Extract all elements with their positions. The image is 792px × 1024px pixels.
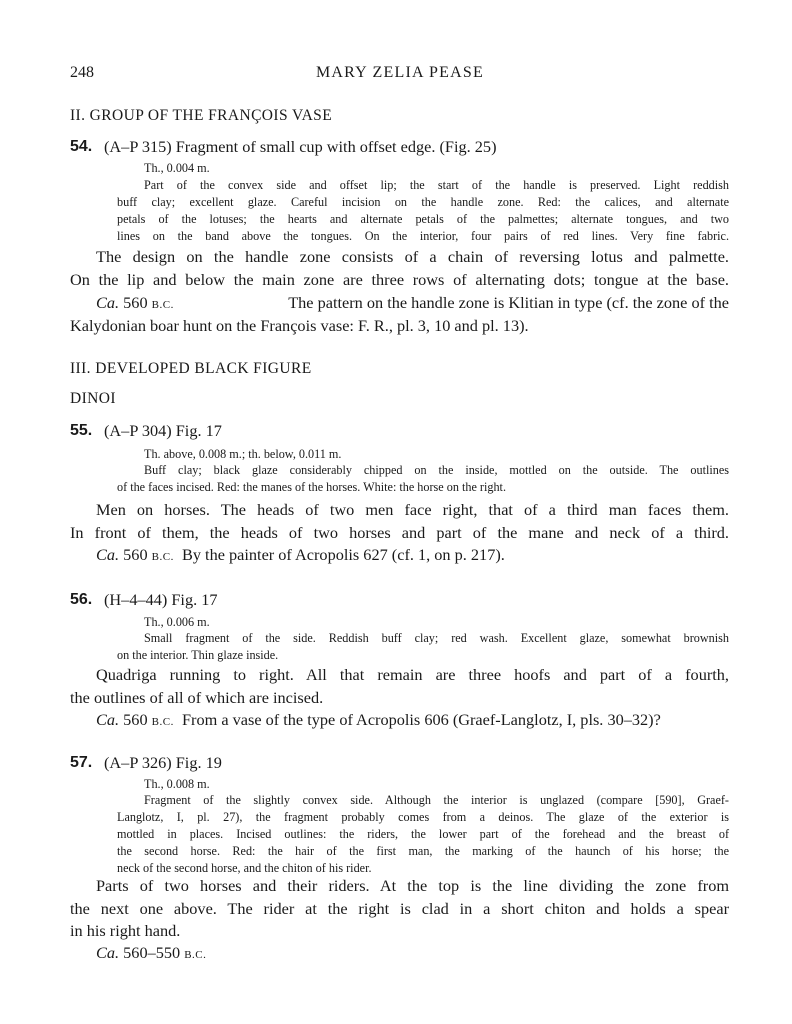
date-value: 560–550 bbox=[123, 943, 181, 962]
discussion-line: The pattern on the handle zone is Klitian in type (cf. the zone of the bbox=[288, 293, 729, 312]
running-title: MARY ZELIA PEASE bbox=[316, 64, 484, 81]
circa: Ca. bbox=[96, 293, 120, 312]
circa: Ca. bbox=[96, 943, 120, 962]
description-line: Part of the convex side and offset lip; the start of the handle is preserved. Light reddish bbox=[144, 178, 729, 192]
discussion-line: Men on horses. The heads of two men face right, that of a third man faces them. bbox=[96, 500, 729, 519]
entry-number: 55. bbox=[70, 422, 93, 439]
thickness: Th., 0.008 m. bbox=[144, 777, 210, 791]
discussion bbox=[70, 875, 729, 943]
thickness: Th. above, 0.008 m.; th. below, 0.011 m. bbox=[144, 447, 342, 461]
discussion-line: The design on the handle zone consists of a chain of reversing lotus and palmette. bbox=[96, 247, 729, 266]
entry-title: (H–4–44) Fig. 17 bbox=[104, 590, 218, 609]
entry-title: (A–P 326) Fig. 19 bbox=[104, 753, 222, 772]
description bbox=[117, 177, 729, 245]
discussion-line: in his right hand. bbox=[70, 921, 181, 940]
description-line: Buff clay; black glaze considerably chipped on the inside, mottled on the outside. The outlines bbox=[144, 463, 729, 477]
entry-title: (A–P 315) Fragment of small cup with offset edge. (Fig. 25) bbox=[104, 137, 497, 156]
thickness: Th., 0.004 m. bbox=[144, 161, 210, 175]
entry-title: (A–P 304) Fig. 17 bbox=[104, 421, 222, 440]
discussion-line: the next one above. The rider at the right is clad in a short chiton and holds a spear bbox=[70, 898, 729, 918]
entry-number: 54. bbox=[70, 138, 93, 155]
discussion-line: Parts of two horses and their riders. At the top is the line dividing the zone from bbox=[96, 876, 729, 895]
discussion-line: Kalydonian boar hunt on the François vase: F. R., pl. 3, 10 and pl. 13). bbox=[70, 316, 529, 335]
page-number: 248 bbox=[70, 64, 94, 81]
description-line: Langlotz, I, pl. 27), the fragment probably comes from a deinos. The glaze of the exterior is bbox=[117, 810, 729, 824]
era: B.C. bbox=[151, 551, 174, 563]
entry-number: 56. bbox=[70, 591, 93, 608]
section-heading: II. GROUP OF THE FRANÇOIS VASE bbox=[70, 107, 333, 124]
dating-line bbox=[96, 544, 505, 569]
discussion-line: In front of them, the heads of two horses and part of the mane and neck of a third. bbox=[70, 522, 729, 542]
description-line: Fragment of the slightly convex side. Although the interior is unglazed (compare [590], Graef- bbox=[144, 793, 729, 807]
description-line: mottled in places. Incised outlines: the riders, the lower part of the forehead and the breast of bbox=[117, 827, 729, 841]
date-value: 560 bbox=[123, 293, 148, 312]
discussion-line: Quadriga running to right. All that remain are three hoofs and part of a fourth, bbox=[96, 665, 729, 684]
era: B.C. bbox=[184, 949, 207, 961]
description-line: on the interior. Thin glaze inside. bbox=[117, 648, 279, 662]
dating-line bbox=[96, 292, 729, 317]
dating-line bbox=[96, 709, 661, 734]
circa: Ca. bbox=[96, 545, 120, 564]
description bbox=[117, 630, 729, 664]
discussion-line: From a vase of the type of Acropolis 606 (Graef-Langlotz, I, pls. 30–32)? bbox=[181, 710, 661, 729]
era: B.C. bbox=[151, 716, 174, 728]
discussion-line: By the painter of Acropolis 627 (cf. 1, on p. 217). bbox=[181, 545, 505, 564]
date-value: 560 bbox=[123, 545, 148, 564]
discussion bbox=[70, 499, 729, 544]
discussion-line: On the lip and below the main zone are three rows of alternating dots; tongue at the base. bbox=[70, 269, 729, 289]
section-heading: III. DEVELOPED BLACK FIGURE bbox=[70, 360, 312, 377]
description-line: Small fragment of the side. Reddish buff clay; red wash. Excellent glaze, somewhat brownish bbox=[144, 631, 729, 645]
description bbox=[117, 792, 729, 877]
era: B.C. bbox=[151, 299, 174, 311]
thickness: Th., 0.006 m. bbox=[144, 615, 210, 629]
description-line: petals of the lotuses; the hearts and alternate petals of the palmettes; alternate tongues, and two bbox=[117, 212, 729, 226]
entry-number: 57. bbox=[70, 754, 93, 771]
dating-line bbox=[96, 942, 206, 967]
description-line: buff clay; excellent glaze. Careful incision on the handle zone. Red: the calices, and alternate bbox=[117, 195, 729, 209]
dating bbox=[96, 292, 174, 317]
description-line: of the faces incised. Red: the manes of the horses. White: the horse on the right. bbox=[117, 480, 506, 494]
discussion-line: the outlines of all of which are incised. bbox=[70, 687, 324, 707]
circa: Ca. bbox=[96, 710, 120, 729]
date-value: 560 bbox=[123, 710, 148, 729]
subsection-heading: DINOI bbox=[70, 390, 116, 407]
description bbox=[117, 462, 729, 496]
description-line: the second horse. Red: the hair of the first man, the marking of the haunch of his horse; the bbox=[117, 844, 729, 858]
discussion bbox=[70, 246, 729, 291]
description-line: neck of the second horse, and the chiton of his rider. bbox=[117, 861, 372, 875]
description-line: lines on the band above the tongues. On the interior, four pairs of red lines. Very fine fabric. bbox=[117, 229, 729, 243]
discussion bbox=[70, 664, 729, 709]
